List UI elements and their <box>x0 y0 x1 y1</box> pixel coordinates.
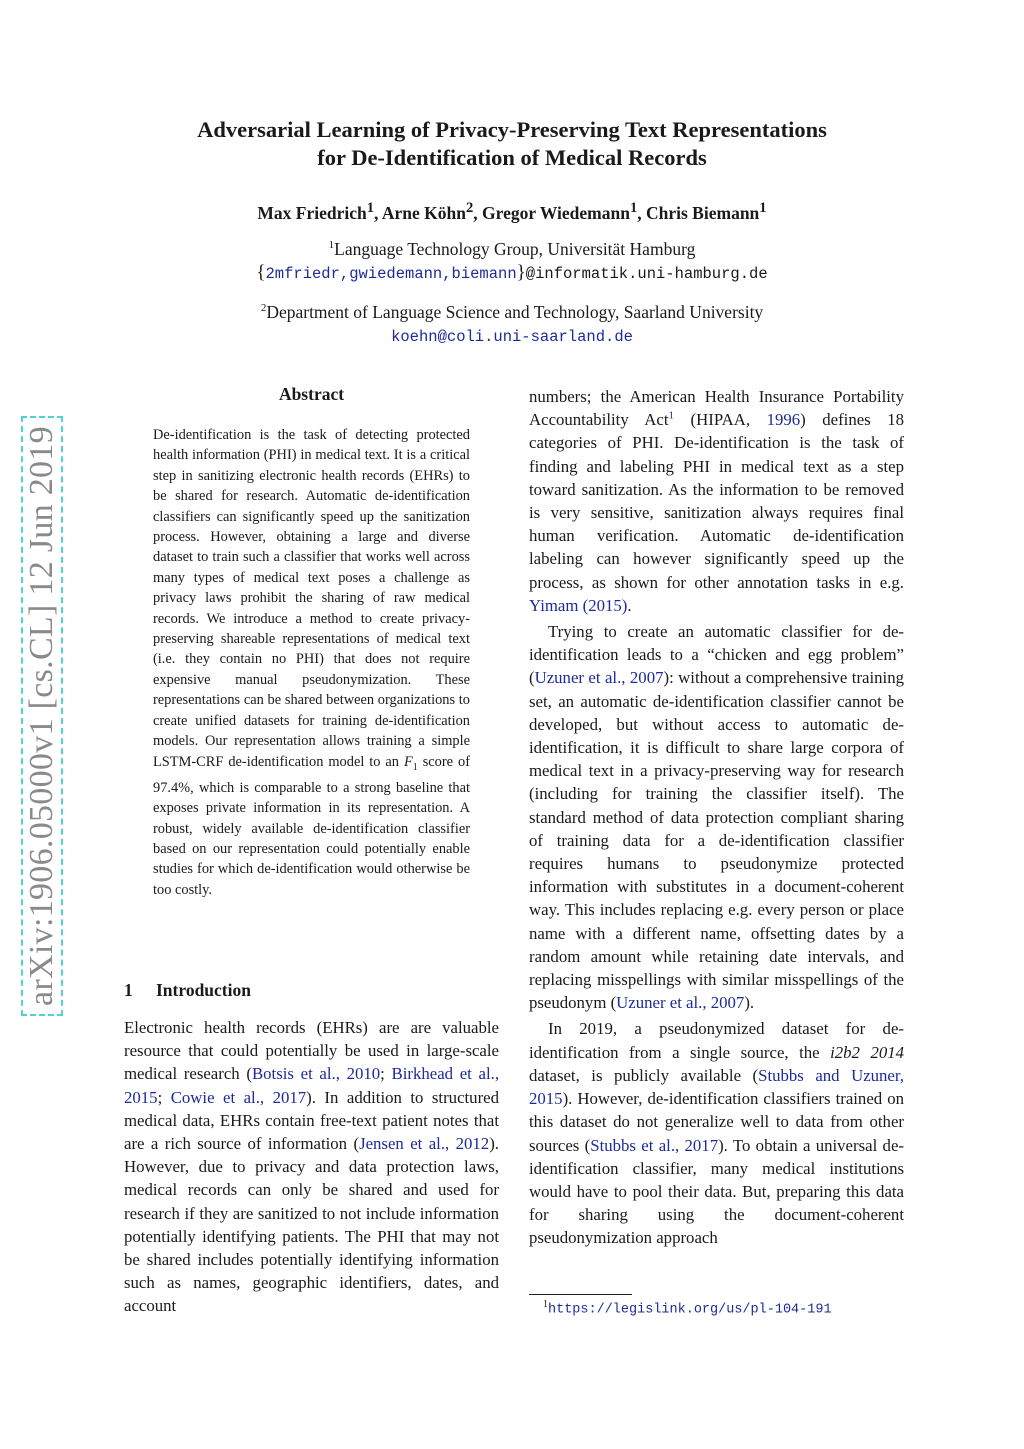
affiliation-email[interactable]: {2mfriedr,gwiedemann,biemann}@informatik.uni-hamburg.de <box>256 261 768 283</box>
author-name: Gregor Wiedemann <box>482 202 630 223</box>
body-paragraph: Trying to create an automatic classifier for de-identification leads to a “chicken and egg problem” (Uzuner et al., 2007): without a comprehensive training set, an automatic de-identification classifier cannot be developed, but without access to automatic de-identification, it is difficult to share large corpora of medical text in a privacy-preserving way for research (including for training the classifier itself). The standard method of data protection compliant sharing of training data for a de-identification classifier requires humans to pseudonymize protected information with substitutes in a document-coherent way. This includes replacing e.g. every person or place name with a different name, offsetting dates by a random amount while retaining date intervals, and replacing misspellings with similar misspellings of the pseudonym (Uzuner et al., 2007). <box>529 622 904 1013</box>
citation-link[interactable]: Stubbs et al., 2017 <box>590 1135 719 1155</box>
section-title: Introduction <box>156 980 251 1000</box>
affiliation-number: 2 <box>260 302 267 314</box>
citation-link[interactable]: Birkhead et al., 2015 <box>124 1064 500 1107</box>
abstract-body: De-identification is the task of detecting protected health information (PHI) in medical text. It is a critical step in sanitizing electronic health records (EHRs) to be shared for research. Automatic de-identification classifiers can significantly speed up the sanitization process. However, obtaining a large and diverse dataset to train such a classifier that works well across many types of medical text poses a challenge as privacy laws prohibit the sharing of raw medical records. We introduce a method to create privacy-preserving shareable representations of medical text (i.e. they contain no PHI) that does not require expensive manual pseudonymization. These representations can be shared between organizations to create unified datasets for training de-identification models. Our representation allows training a simple LSTM-CRF de-identification model to an $F_1$ score of 97.4%, which is comparable to a strong baseline that exposes private information in its representation. A robust, widely available de-identification classifier based on our representation could potentially enable studies for which de-identification would otherwise be too costly. <box>153 427 470 898</box>
section-heading-introduction <box>124 980 251 1001</box>
affiliation-email[interactable]: koehn@coli.uni-saarland.de <box>391 327 633 346</box>
paper-title <box>112 116 912 172</box>
section-number: 1 <box>124 980 133 1000</box>
author-affiliation-mark: 1 <box>759 200 767 216</box>
footnote-number: 1 <box>543 1299 548 1310</box>
arxiv-identifier-text: arXiv:1906.05000v1 [cs.CL] 12 Jun 2019 <box>21 416 63 1016</box>
author-affiliation-mark: 2 <box>465 200 474 216</box>
paper-title-line-1: Adversarial Learning of Privacy-Preserving Text Representations <box>197 117 827 142</box>
citation-link[interactable]: 1996 <box>766 410 801 430</box>
citation-link[interactable]: Jensen et al., 2012 <box>359 1134 490 1154</box>
citation-link[interactable]: Uzuner et al., 2007 <box>534 668 664 688</box>
citation-link[interactable]: Botsis et al., 2010 <box>251 1064 381 1084</box>
footnote-mark[interactable]: 1 <box>668 409 675 422</box>
citation-link[interactable]: Cowie et al., 2017 <box>170 1087 307 1107</box>
affiliation-name: Language Technology Group, Universität Hamburg <box>334 238 696 259</box>
author-affiliation-mark: 1 <box>629 200 638 216</box>
introduction-paragraph: Electronic health records (EHRs) are are valuable resource that could potentially be used in large-scale medical research (Botsis et al., 2010; Birkhead et al., 2015; Cowie et al., 2017). In addition to structured medical data, EHRs contain free-text patient notes that are a rich source of information (Jensen et al., 2012). However, due to privacy and data protection laws, medical records can only be shared and used for research if they are sanitized to not include information potentially identifying patients. The PHI that may not be shared includes potentially identifying information such as names, geographic identifiers, dates, and account <box>124 1018 500 1316</box>
footnote-divider <box>529 1294 632 1295</box>
author-name: Chris Biemann <box>646 202 760 223</box>
author-name: Arne Köhn <box>381 202 466 223</box>
abstract-heading: Abstract <box>278 384 345 404</box>
affiliation-number: 1 <box>328 239 335 251</box>
footnote <box>543 1299 832 1318</box>
dataset-name: i2b2 2014 <box>830 1042 905 1062</box>
body-paragraph: numbers; the American Health Insurance Portability Accountability Act$^1$ (HIPAA, 1996) defines 18 categories of PHI. De-identification is the task of finding and labeling PHI in medical text as a step toward sanitization. As the information to be removed is very sensitive, sanitization always requires final human verification. Automatic de-identification labeling can however significantly speed up the process, as shown for other annotation tasks in e.g. Yimam (2015). <box>529 387 904 615</box>
footnote-url[interactable]: https://legislink.org/us/pl-104-191 <box>548 1302 832 1318</box>
citation-link[interactable]: Yimam (2015) <box>529 595 628 615</box>
f1-symbol: F <box>403 753 413 770</box>
author-affiliation-mark: 1 <box>366 200 375 216</box>
author-list: Max Friedrich$^1$, Arne Köhn$^2$, Gregor Wiedemann$^1$, Chris Biemann$^1$ <box>257 200 767 223</box>
citation-link[interactable]: Stubbs and Uzuner, 2015 <box>529 1065 904 1109</box>
citation-link[interactable]: Uzuner et al., 2007 <box>616 993 745 1013</box>
author-name: Max Friedrich <box>257 202 367 223</box>
body-paragraph: In 2019, a pseudonymized dataset for de-identification from a single source, the i2b2 2014 dataset, is publicly available (Stubbs and Uzuner, 2015). However, de-identification classifiers trained on this dataset do not generalize well to data from other sources (Stubbs et al., 2017). To obtain a universal de-identification classifier, many medical institutions would have to pool their data. But, preparing this data for sharing using the document-coherent pseudonymization approach <box>529 1019 905 1248</box>
paper-title-line-2: for De-Identification of Medical Records <box>317 145 707 170</box>
affiliation-name: Department of Language Science and Technology, Saarland University <box>266 301 764 322</box>
affiliation-2 <box>112 297 912 349</box>
right-column <box>529 385 904 1253</box>
affiliation-1 <box>112 234 912 286</box>
